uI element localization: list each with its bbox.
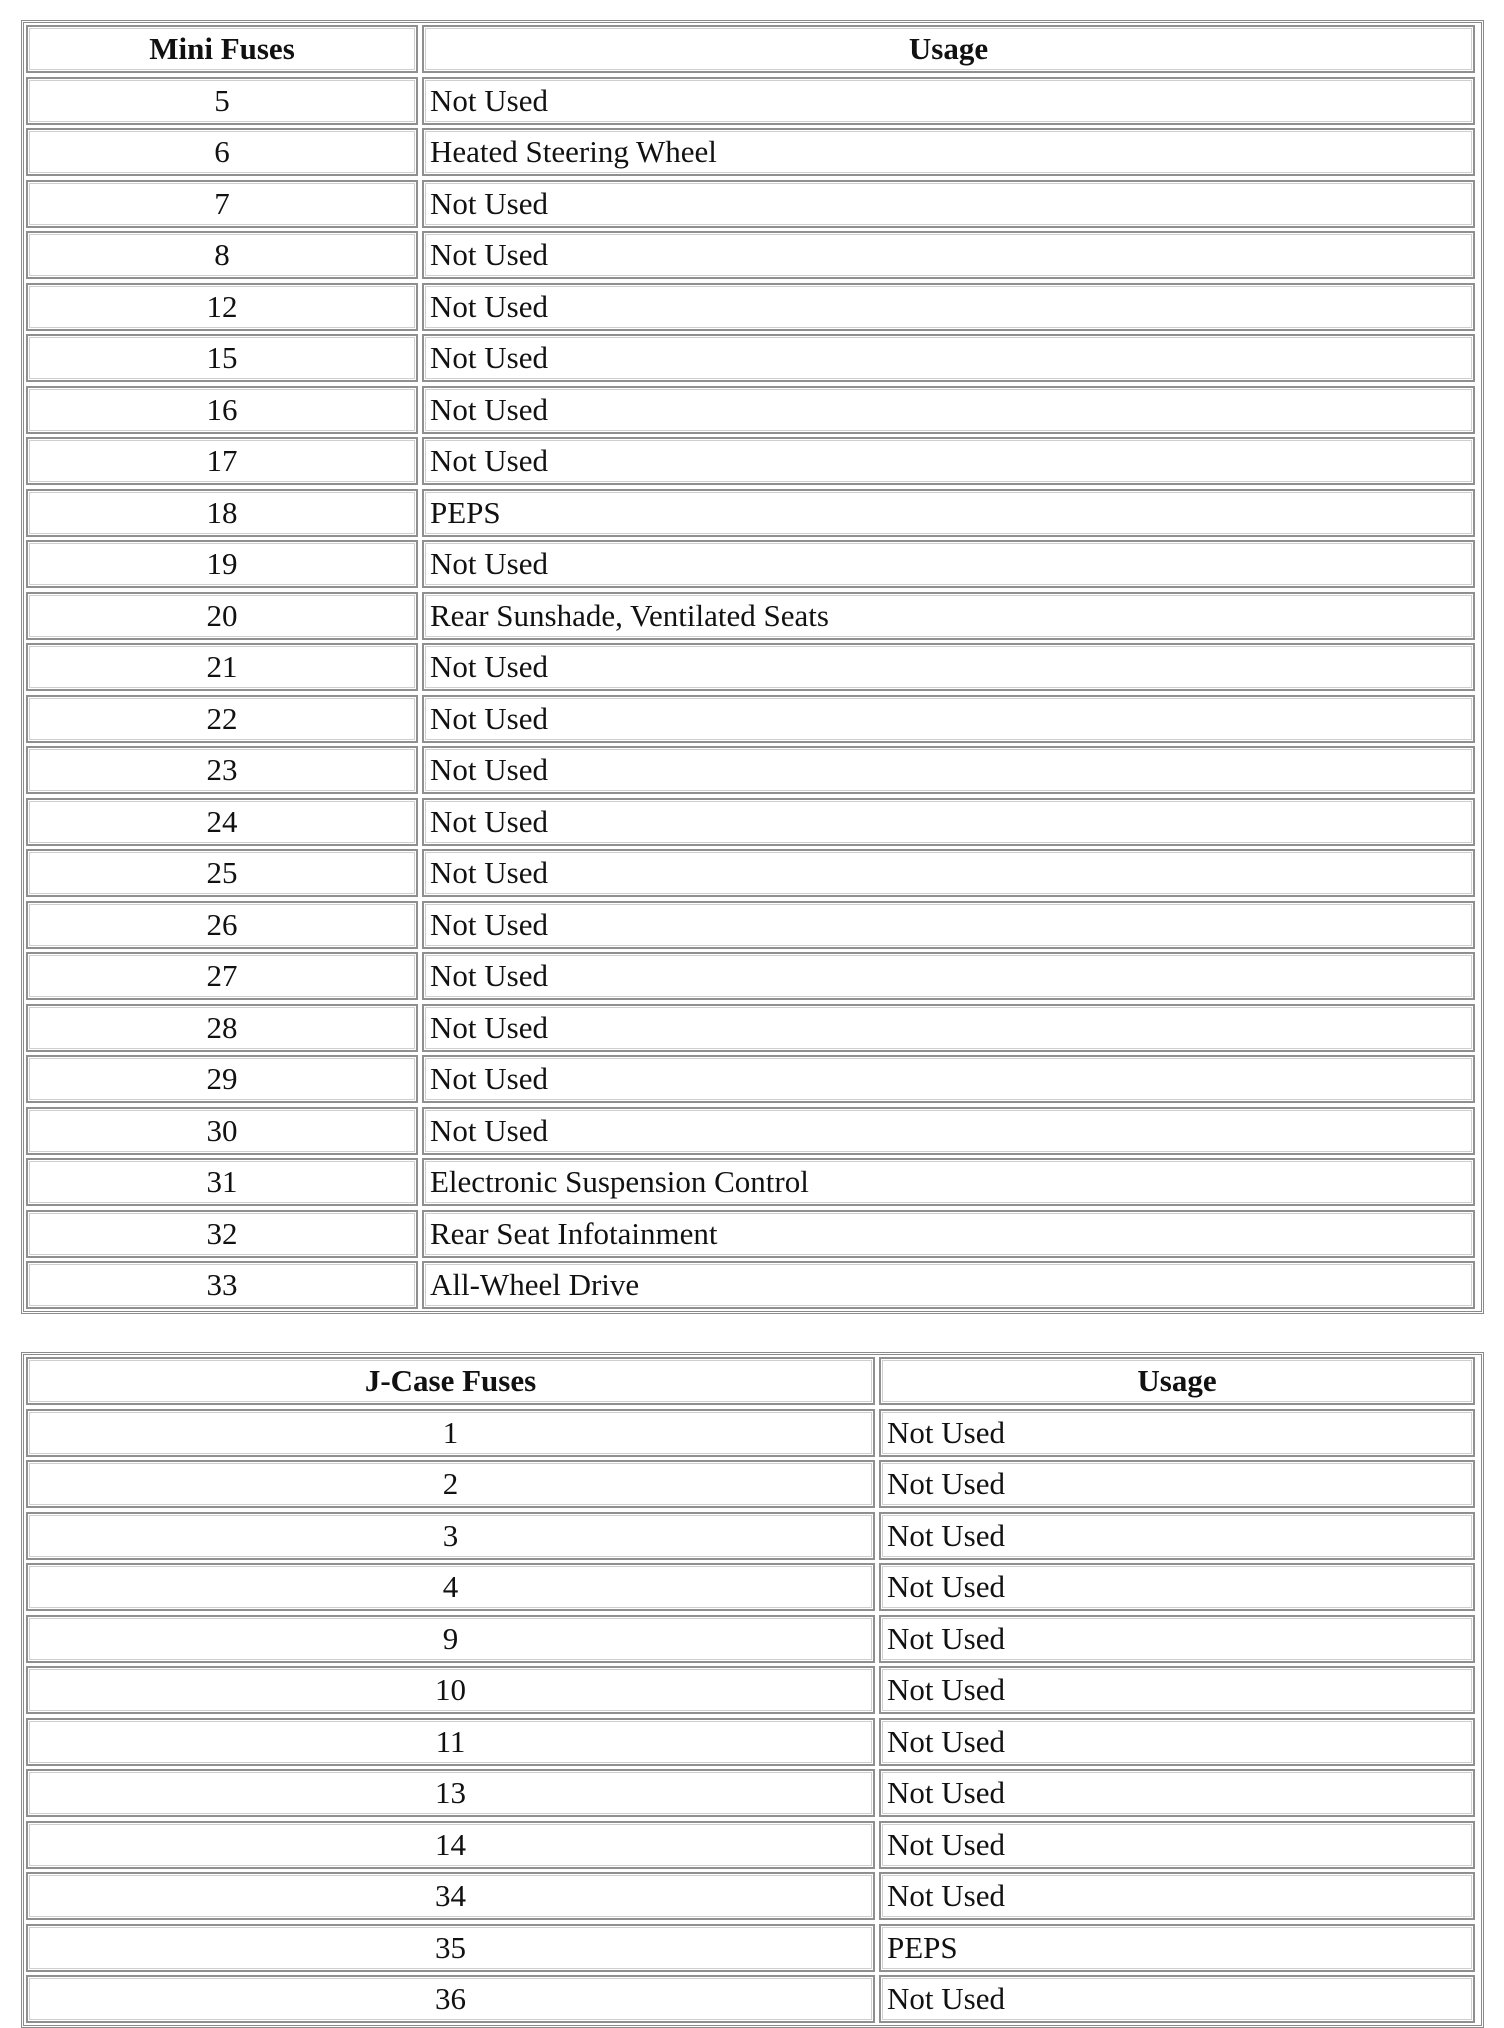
mini-table-row <box>26 180 1479 228</box>
mini-table-row <box>26 798 1479 846</box>
jcase-fuse-number: 34 <box>26 1872 875 1920</box>
jcase-fuse-usage: Not Used <box>879 1460 1475 1508</box>
jcase-fuses-header-row <box>26 1357 1479 1405</box>
mini-fuse-usage: Not Used <box>422 1055 1475 1103</box>
mini-fuse-usage: Rear Sunshade, Ventilated Seats <box>422 592 1475 640</box>
mini-table-row <box>26 1158 1479 1206</box>
jcase-fuse-number: 2 <box>26 1460 875 1508</box>
jcase-fuse-usage: Not Used <box>879 1666 1475 1714</box>
mini-fuse-number: 15 <box>26 334 418 382</box>
jcase-table-row <box>26 1666 1479 1714</box>
mini-fuse-number: 26 <box>26 901 418 949</box>
jcase-fuse-number: 10 <box>26 1666 875 1714</box>
mini-fuse-usage: Not Used <box>422 1107 1475 1155</box>
mini-fuse-usage: Rear Seat Infotainment <box>422 1210 1475 1258</box>
mini-fuse-number: 7 <box>26 180 418 228</box>
mini-table-row <box>26 77 1479 125</box>
jcase-usage-header: Usage <box>879 1357 1475 1405</box>
mini-fuse-number: 28 <box>26 1004 418 1052</box>
mini-fuse-number: 16 <box>26 386 418 434</box>
mini-fuse-usage: Not Used <box>422 437 1475 485</box>
jcase-table-row <box>26 1460 1479 1508</box>
mini-table-row <box>26 283 1479 331</box>
mini-table-row <box>26 952 1479 1000</box>
mini-table-row <box>26 643 1479 691</box>
mini-fuse-number: 19 <box>26 540 418 588</box>
mini-fuse-number: 12 <box>26 283 418 331</box>
mini-fuse-number: 23 <box>26 746 418 794</box>
jcase-fuse-usage: Not Used <box>879 1409 1475 1457</box>
jcase-fuse-number: 36 <box>26 1975 875 2023</box>
mini-fuse-number: 6 <box>26 128 418 176</box>
jcase-fuse-number: 35 <box>26 1924 875 1972</box>
mini-table-row <box>26 334 1479 382</box>
mini-table-row <box>26 437 1479 485</box>
mini-fuse-number: 32 <box>26 1210 418 1258</box>
mini-fuse-usage: Not Used <box>422 849 1475 897</box>
jcase-fuse-usage: Not Used <box>879 1615 1475 1663</box>
mini-table-row <box>26 849 1479 897</box>
jcase-fuses-header: J-Case Fuses <box>26 1357 875 1405</box>
mini-fuse-usage: Not Used <box>422 283 1475 331</box>
mini-fuse-number: 5 <box>26 77 418 125</box>
mini-fuse-usage: Not Used <box>422 334 1475 382</box>
mini-fuse-usage: Not Used <box>422 798 1475 846</box>
mini-fuse-usage: Not Used <box>422 901 1475 949</box>
jcase-table-row <box>26 1615 1479 1663</box>
jcase-fuse-usage: Not Used <box>879 1512 1475 1560</box>
mini-fuse-usage: Not Used <box>422 231 1475 279</box>
mini-fuse-number: 31 <box>26 1158 418 1206</box>
jcase-fuse-usage: Not Used <box>879 1821 1475 1869</box>
jcase-fuse-usage: Not Used <box>879 1872 1475 1920</box>
jcase-table-row <box>26 1872 1479 1920</box>
jcase-fuses-table <box>21 1352 1484 2028</box>
jcase-fuse-usage: Not Used <box>879 1975 1475 2023</box>
mini-fuse-number: 8 <box>26 231 418 279</box>
mini-fuse-usage: Not Used <box>422 952 1475 1000</box>
mini-table-row <box>26 901 1479 949</box>
jcase-fuse-number: 13 <box>26 1769 875 1817</box>
mini-fuse-number: 24 <box>26 798 418 846</box>
mini-fuse-usage: Not Used <box>422 1004 1475 1052</box>
jcase-table-row <box>26 1409 1479 1457</box>
mini-fuse-usage: Heated Steering Wheel <box>422 128 1475 176</box>
mini-table-row <box>26 695 1479 743</box>
mini-fuse-usage: PEPS <box>422 489 1475 537</box>
jcase-fuse-number: 4 <box>26 1563 875 1611</box>
mini-fuse-usage: Not Used <box>422 180 1475 228</box>
jcase-fuse-usage: PEPS <box>879 1924 1475 1972</box>
mini-fuse-usage: Not Used <box>422 746 1475 794</box>
jcase-table-row <box>26 1924 1479 1972</box>
jcase-table-row <box>26 1975 1479 2023</box>
jcase-fuse-usage: Not Used <box>879 1718 1475 1766</box>
mini-fuse-number: 30 <box>26 1107 418 1155</box>
mini-fuses-table <box>21 20 1484 1314</box>
mini-fuse-number: 33 <box>26 1261 418 1309</box>
jcase-table-row <box>26 1563 1479 1611</box>
jcase-fuse-usage: Not Used <box>879 1563 1475 1611</box>
mini-fuse-number: 17 <box>26 437 418 485</box>
mini-fuses-header: Mini Fuses <box>26 25 418 73</box>
mini-usage-header: Usage <box>422 25 1475 73</box>
mini-fuses-body <box>26 77 1479 1310</box>
mini-table-row <box>26 1107 1479 1155</box>
mini-table-row <box>26 746 1479 794</box>
mini-fuse-usage: All-Wheel Drive <box>422 1261 1475 1309</box>
mini-fuse-number: 20 <box>26 592 418 640</box>
mini-fuse-usage: Not Used <box>422 386 1475 434</box>
jcase-fuse-number: 1 <box>26 1409 875 1457</box>
mini-table-row <box>26 231 1479 279</box>
jcase-fuse-number: 9 <box>26 1615 875 1663</box>
jcase-table-row <box>26 1821 1479 1869</box>
mini-fuse-number: 22 <box>26 695 418 743</box>
mini-table-row <box>26 489 1479 537</box>
mini-table-row <box>26 592 1479 640</box>
jcase-fuse-usage: Not Used <box>879 1769 1475 1817</box>
mini-fuse-usage: Not Used <box>422 540 1475 588</box>
jcase-table-row <box>26 1512 1479 1560</box>
jcase-fuses-body <box>26 1409 1479 2024</box>
mini-fuses-header-row <box>26 25 1479 73</box>
mini-table-row <box>26 128 1479 176</box>
mini-fuse-usage: Electronic Suspension Control <box>422 1158 1475 1206</box>
jcase-fuse-number: 14 <box>26 1821 875 1869</box>
jcase-table-row <box>26 1769 1479 1817</box>
mini-fuse-number: 25 <box>26 849 418 897</box>
mini-fuse-usage: Not Used <box>422 77 1475 125</box>
mini-table-row <box>26 1004 1479 1052</box>
mini-fuse-number: 18 <box>26 489 418 537</box>
mini-table-row <box>26 540 1479 588</box>
mini-fuse-number: 27 <box>26 952 418 1000</box>
jcase-fuse-number: 11 <box>26 1718 875 1766</box>
jcase-fuse-number: 3 <box>26 1512 875 1560</box>
mini-fuse-usage: Not Used <box>422 643 1475 691</box>
mini-fuse-number: 29 <box>26 1055 418 1103</box>
mini-table-row <box>26 1210 1479 1258</box>
jcase-table-row <box>26 1718 1479 1766</box>
mini-fuse-usage: Not Used <box>422 695 1475 743</box>
mini-table-row <box>26 386 1479 434</box>
mini-fuse-number: 21 <box>26 643 418 691</box>
mini-table-row <box>26 1261 1479 1309</box>
mini-table-row <box>26 1055 1479 1103</box>
